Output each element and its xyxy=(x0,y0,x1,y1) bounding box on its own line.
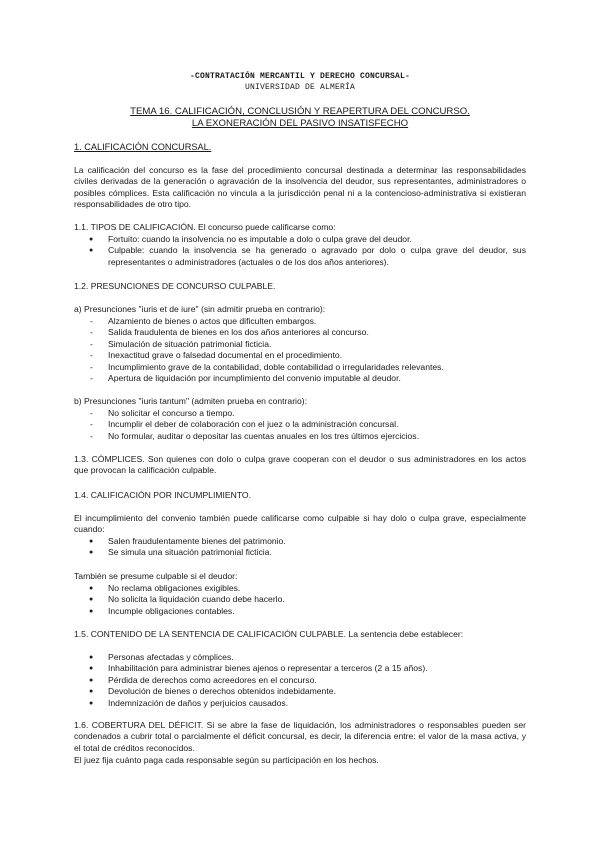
presumptions-a-list xyxy=(74,316,526,384)
section-1-4-paragraph-2: También se presume culpable si el deudor: xyxy=(74,571,238,581)
list-item: - Simulación de situación patrimonial ficticia. xyxy=(74,339,526,350)
list-item: - Inexactitud grave o falsedad documental en el procedimiento. xyxy=(74,350,526,361)
section-1-5-list xyxy=(74,652,526,709)
list-item: - Salida fraudulenta de bienes en los dos años anteriores al concurso. xyxy=(74,327,526,338)
list-item: ● Indemnización de daños y perjuicios causados. xyxy=(74,698,526,709)
list-item: ● No reclama obligaciones exigibles. xyxy=(74,583,526,594)
list-item: ● Se simula una situación patrimonial ficticia. xyxy=(74,547,526,558)
list-item: ● Pérdida de derechos como acreedores en el concurso. xyxy=(74,675,526,686)
section-1-6-paragraph: 1.6. COBERTURA DEL DÉFICIT. Si se abre la fase de liquidación, los administradores o responsables pueden ser condenados a cubrir total o parcialmente el déficit concursal, es decir, la diferencia entre: el valor de la masa activa, y el total de créditos reconocidos. xyxy=(74,720,526,753)
section-1-1-intro: 1.1. TIPOS DE CALIFICACIÓN. El concurso puede calificarse como: xyxy=(74,222,336,232)
presumptions-b-heading: b) Presunciones "iuris tantum" (admiten prueba en contrario): xyxy=(74,396,307,406)
section-1-5-paragraph: 1.5. CONTENIDO DE LA SENTENCIA DE CALIFICACIÓN CULPABLE. La sentencia debe establecer: xyxy=(74,629,464,639)
section-1-4-list-2 xyxy=(74,583,526,617)
list-item: - Incumplimiento grave de la contabilidad, doble contabilidad o irregularidades relevantes. xyxy=(74,362,526,373)
list-item: - Incumplir el deber de colaboración con el juez o la administración concursal. xyxy=(74,419,526,430)
list-item: ● Fortuito: cuando la insolvencia no es imputable a dolo o culpa grave del deudor. xyxy=(74,234,526,245)
list-item: ● Culpable: cuando la insolvencia se ha generado o agravado por dolo o culpa grave del deudor, sus representantes o administradores (actuales o de los dos años anteriores). xyxy=(74,245,526,268)
section-1-2-heading: 1.2. PRESUNCIONES DE CONCURSO CULPABLE. xyxy=(74,281,276,291)
section-1-4-list xyxy=(74,536,526,559)
page-title: TEMA 16. CALIFICACIÓN, CONCLUSIÓN Y REAPERTURA DEL CONCURSO. xyxy=(130,106,470,117)
list-item: ● Personas afectadas y cómplices. xyxy=(74,652,526,663)
list-item: ● Salen fraudulentamente bienes del patrimonio. xyxy=(74,536,526,547)
header-course: -CONTRATACIÓN MERCANTIL Y DERECHO CONCURSAL- xyxy=(189,72,411,81)
section-1-1-list xyxy=(74,234,526,268)
section-1-4-paragraph: El incumplimiento del convenio también puede calificarse como culpable si hay dolo o culpa grave, especialmente cuando: xyxy=(74,513,526,535)
list-item: - Apertura de liquidación por incumplimiento del convenio imputable al deudor. xyxy=(74,373,526,384)
section-1-paragraph: La calificación del concurso es la fase del procedimiento concursal destinada a determinar las responsabilidades civiles derivadas de la generación o agravación de la insolvencia del deudor, sus representantes, administradores o posibles cómplices. Esta calificación no vincula a la jurisdicción penal ni a la contencioso-administrativa si existieran responsabilidades de otro tipo. xyxy=(74,165,526,210)
list-item: ● Incumple obligaciones contables. xyxy=(74,606,526,617)
list-item: - No solicitar el concurso a tiempo. xyxy=(74,408,526,419)
presumptions-b-list xyxy=(74,408,526,442)
section-1-6-paragraph-2: El juez fija cuánto paga cada responsable según su participación en los hechos. xyxy=(74,755,379,765)
header-university: UNIVERSIDAD DE ALMERÍA xyxy=(244,83,356,92)
section-1-4-heading: 1.4. CALIFICACIÓN POR INCUMPLIMIENTO. xyxy=(74,490,251,500)
presumptions-a-heading: a) Presunciones "iuris et de iure" (sin admitir prueba en contrario): xyxy=(74,304,326,314)
page-subtitle: LA EXONERACIÓN DEL PASIVO INSATISFECHO xyxy=(191,118,409,129)
section-1-heading: 1. CALIFICACIÓN CONCURSAL. xyxy=(74,142,212,152)
section-1-3-paragraph: 1.3. CÓMPLICES. Son quienes con dolo o culpa grave cooperan con el deudor o sus administradores en los actos que provocan la calificación culpable. xyxy=(74,454,526,476)
list-item: ● No solicita la liquidación cuando debe hacerlo. xyxy=(74,594,526,605)
list-item: ● Devolución de bienes o derechos obtenidos indebidamente. xyxy=(74,686,526,697)
list-item: ● Inhabilitación para administrar bienes ajenos o representar a terceros (2 a 15 años). xyxy=(74,663,526,674)
list-item: - No formular, auditar o depositar las cuentas anuales en los tres últimos ejercicios. xyxy=(74,431,526,442)
list-item: - Alzamiento de bienes o actos que dificulten embargos. xyxy=(74,316,526,327)
